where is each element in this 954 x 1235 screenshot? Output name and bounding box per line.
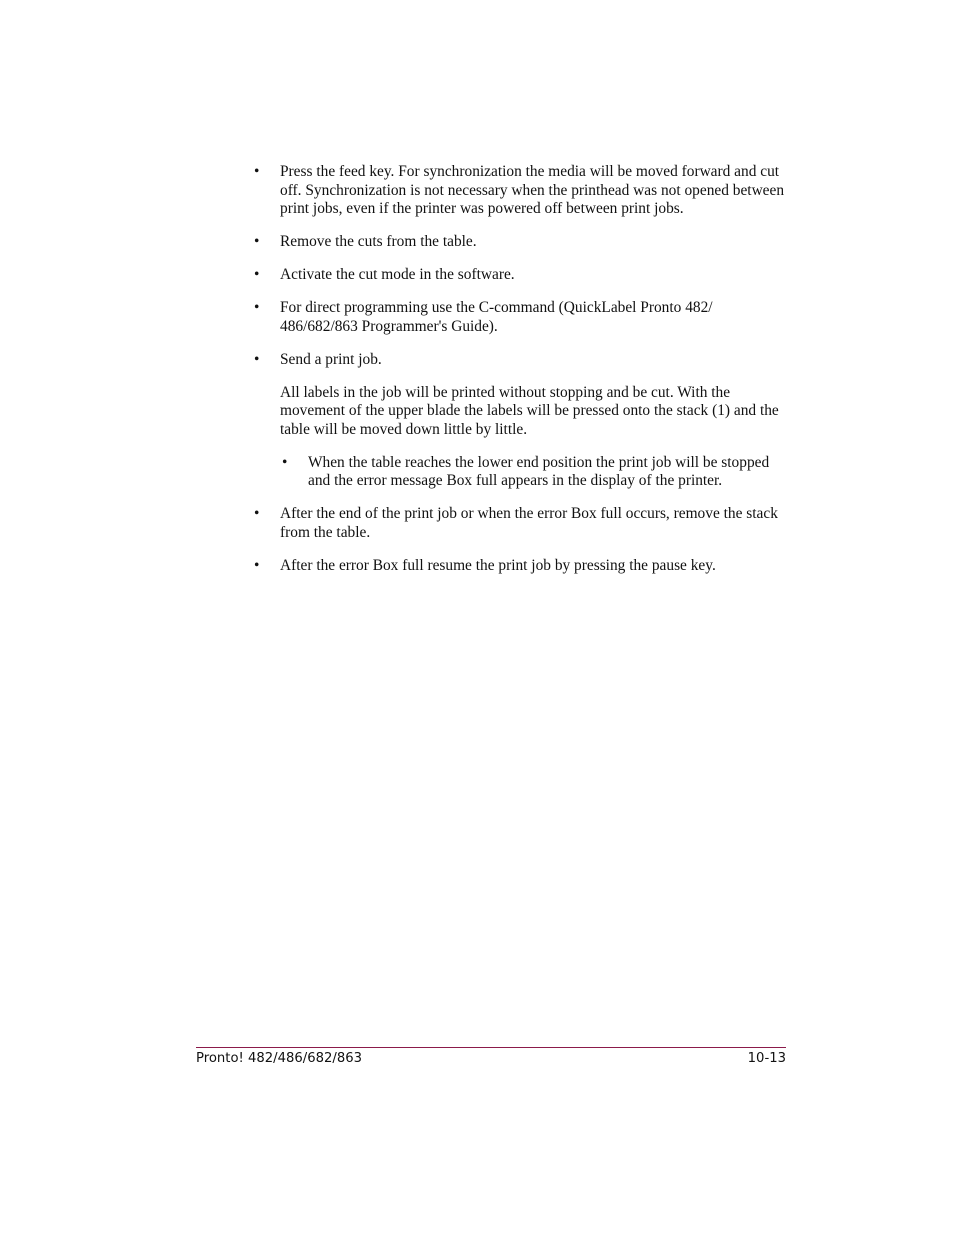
list-item-text: Press the feed key. For synchronization the media will be moved forward and cut off. Synchronization is not necessary when the printhead was not opened between print jobs, even if the printer was powered off between print jobs. <box>280 163 785 218</box>
bullet-icon: • <box>282 453 288 471</box>
bullet-icon: • <box>254 299 260 317</box>
list-item-text: Activate the cut mode in the software. <box>280 266 515 284</box>
footer-divider <box>196 1047 786 1048</box>
bullet-icon: • <box>254 233 260 251</box>
list-item-text: Remove the cuts from the table. <box>280 233 477 251</box>
list-item-text: After the error Box full resume the print job by pressing the pause key. <box>280 557 716 575</box>
footer-product-name: Pronto! 482/486/682/863 <box>196 1051 363 1066</box>
footer-page-number: 10-13 <box>747 1051 786 1066</box>
list-item <box>254 266 788 285</box>
list-item <box>254 233 788 252</box>
sub-list-item <box>254 454 788 491</box>
list-item-text: Send a print job. <box>280 350 382 368</box>
list-item-text: For direct programming use the C-command (QuickLabel Pronto 482/ 486/682/863 Programmer's Guide). <box>280 299 713 335</box>
list-item <box>254 163 788 219</box>
list-item <box>254 299 788 336</box>
list-item-text: After the end of the print job or when the error Box full occurs, remove the stack from the table. <box>280 505 778 542</box>
page-content <box>254 163 788 590</box>
bullet-icon: • <box>254 350 260 368</box>
list-item <box>254 557 788 576</box>
body-paragraph: All labels in the job will be printed without stopping and be cut. With the movement of the upper blade the labels will be pressed onto the stack (1) and the table will be moved down little by little. <box>280 383 779 438</box>
bullet-icon: • <box>254 266 260 284</box>
bullet-icon: • <box>254 505 260 523</box>
bullet-icon: • <box>254 557 260 575</box>
list-item <box>254 351 788 370</box>
sub-list-item-text: When the table reaches the lower end position the print job will be stopped and the error message Box full appears in the display of the printer. <box>308 453 770 490</box>
bullet-icon: • <box>254 163 260 180</box>
list-item <box>254 505 788 542</box>
